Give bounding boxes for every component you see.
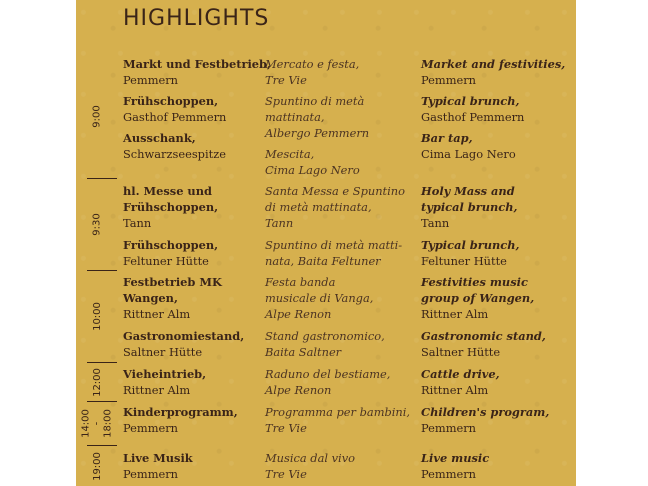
event-it: Spuntino di metà matti- nata, Baita Feltuner — [265, 238, 403, 268]
time-slot-1000 — [76, 272, 118, 360]
event-it: Festa banda musicale di Vanga, Alpe Renon — [265, 275, 374, 321]
event-en: Bar tap, Cima Lago Nero — [421, 131, 516, 161]
time-separator — [87, 445, 117, 446]
event-de: Kinderprogramm, Pemmern — [123, 405, 238, 435]
time-slot-0930 — [76, 180, 118, 268]
time-label — [81, 406, 114, 440]
event-en: Typical brunch, Feltuner Hütte — [421, 238, 520, 268]
event-de: Gastronomiestand, Saltner Hütte — [123, 329, 245, 359]
time-slot-1400-1800 — [76, 403, 118, 443]
event-it: Santa Messa e Spuntino di metà mattinata, Tann — [265, 184, 405, 230]
event-en: Gastronomic stand, Saltner Hütte — [421, 329, 546, 359]
event-de: Vieheintrieb, Rittner Alm — [123, 367, 207, 397]
event-en: Live music Pemmern — [421, 451, 490, 481]
event-de: Frühschoppen, Gasthof Pemmern — [123, 94, 227, 124]
event-de: hl. Messe und Frühschoppen, Tann — [123, 184, 219, 230]
event-de: Markt und Festbetrieb, Pemmern — [123, 57, 271, 87]
event-en: Market and festivities, Pemmern — [421, 57, 566, 87]
event-en: Typical brunch, Gasthof Pemmern — [421, 94, 525, 124]
event-it: Raduno del bestiame, Alpe Renon — [265, 367, 391, 397]
page-title: HIGHLIGHTS — [123, 6, 270, 31]
time-label: 19:00 — [91, 452, 103, 481]
event-it: Spuntino di metà mattinata, Albergo Pemmern — [265, 94, 370, 140]
event-en: Festivities music group of Wangen, Rittner Alm — [421, 275, 535, 321]
event-de: Live Musik Pemmern — [123, 451, 193, 481]
event-it: Stand gastronomico, Baita Saltner — [265, 329, 385, 359]
event-it: Musica dal vivo Tre Vie — [265, 451, 355, 481]
event-en: Holy Mass and typical brunch, Tann — [421, 184, 518, 230]
event-de: Frühschoppen, Feltuner Hütte — [123, 238, 219, 268]
time-range-line: 14:00 - 18:00 — [80, 408, 114, 438]
time-label: 9:00 — [91, 104, 103, 128]
event-de: Festbetrieb MK Wangen, Rittner Alm — [123, 275, 222, 321]
event-de: Ausschank, Schwarzseespitze — [123, 131, 226, 161]
time-label: 12:00 — [91, 367, 103, 397]
time-separator — [87, 401, 117, 402]
time-separator — [87, 178, 117, 179]
time-slot-1900 — [76, 447, 118, 486]
event-it: Programma per bambini, Tre Vie — [265, 405, 411, 435]
event-en: Children's program, Pemmern — [421, 405, 550, 435]
time-label: 9:30 — [91, 212, 103, 236]
time-separator — [87, 362, 117, 363]
event-it: Mescita, Cima Lago Nero — [265, 147, 360, 177]
time-slot-1200 — [76, 364, 118, 400]
time-separator — [87, 270, 117, 271]
time-slot-0900 — [76, 56, 118, 176]
time-label: 10:00 — [91, 301, 103, 331]
event-en: Cattle drive, Rittner Alm — [421, 367, 500, 397]
event-it: Mercato e festa, Tre Vie — [265, 57, 360, 87]
